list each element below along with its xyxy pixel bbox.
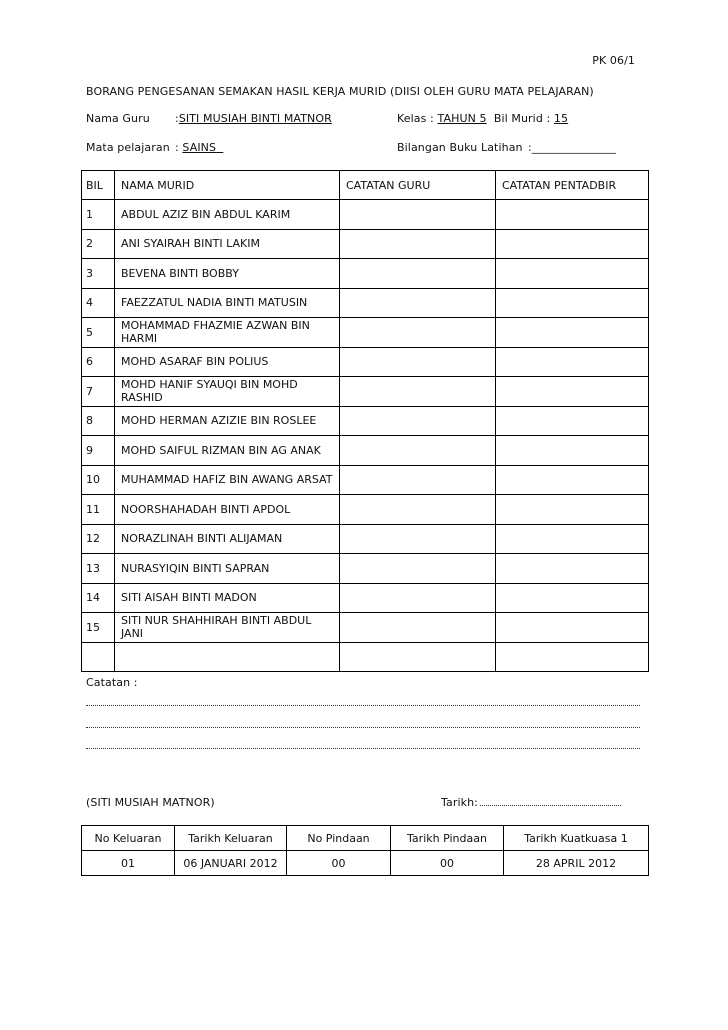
bil-murid-value: 15 (553, 112, 569, 125)
guru-value: SITI MUSIAH BINTI MATNOR (178, 112, 332, 125)
row-bil: 11 (82, 495, 115, 525)
guru-colon: : (175, 112, 179, 125)
form-title: BORANG PENGESANAN SEMAKAN HASIL KERJA MURID (DIISI OLEH GURU MATA PELAJARAN) (86, 85, 594, 98)
table-row (82, 583, 649, 613)
tarikh-label: Tarikh: (441, 796, 478, 809)
row-student-name: MUHAMMAD HAFIZ BIN AWANG ARSAT (115, 465, 340, 495)
row-bil: 10 (82, 465, 115, 495)
row-catatan-guru-cell[interactable] (340, 613, 496, 643)
form-code: PK 06/1 (592, 54, 635, 67)
row-catatan-pentadbir-cell[interactable] (496, 495, 649, 525)
doc-header-cell: Tarikh Kuatkuasa 1 (504, 826, 649, 851)
row-student-name: SITI NUR SHAHHIRAH BINTI ABDUL JANI (115, 613, 340, 643)
table-row (82, 406, 649, 436)
doc-header-row (82, 826, 649, 851)
row-catatan-pentadbir-cell[interactable] (496, 583, 649, 613)
doc-header-cell: Tarikh Pindaan (391, 826, 504, 851)
row-bil: 8 (82, 406, 115, 436)
row-catatan-guru-cell[interactable] (340, 259, 496, 289)
row-student-name: ABDUL AZIZ BIN ABDUL KARIM (115, 200, 340, 230)
row-bil: 5 (82, 318, 115, 348)
table-row (82, 377, 649, 407)
row-student-name: MOHD SAIFUL RIZMAN BIN AG ANAK (115, 436, 340, 466)
subject-field (175, 141, 223, 154)
row-catatan-pentadbir-cell[interactable] (496, 436, 649, 466)
header-catatan-guru: CATATAN GURU (340, 171, 496, 200)
catatan-line-3[interactable] (86, 748, 640, 749)
row-student-name: ANI SYAIRAH BINTI LAKIM (115, 229, 340, 259)
row-catatan-guru-cell[interactable] (340, 229, 496, 259)
row-bil: 2 (82, 229, 115, 259)
table-header-row (82, 171, 649, 200)
row-bil: 1 (82, 200, 115, 230)
row-catatan-pentadbir-cell[interactable] (496, 465, 649, 495)
row-catatan-guru-cell[interactable] (340, 288, 496, 318)
row-student-name: FAEZZATUL NADIA BINTI MATUSIN (115, 288, 340, 318)
row-catatan-pentadbir-cell[interactable] (496, 229, 649, 259)
doc-value-cell: 01 (82, 851, 175, 876)
table-row (82, 613, 649, 643)
kelas-value: TAHUN 5 (437, 112, 487, 125)
bil-murid-label: Bil Murid : (493, 112, 551, 125)
row-catatan-pentadbir-cell[interactable] (496, 524, 649, 554)
row-catatan-guru-cell[interactable] (340, 436, 496, 466)
guru-field (175, 112, 332, 125)
row-catatan-pentadbir-cell[interactable] (496, 200, 649, 230)
row-bil: 12 (82, 524, 115, 554)
kelas-label: Kelas : (397, 112, 434, 125)
buku-value: :_______________ (528, 141, 616, 154)
row-catatan-guru-cell[interactable] (340, 495, 496, 525)
row-catatan-guru-cell[interactable] (340, 554, 496, 584)
catatan-line-2[interactable] (86, 727, 640, 728)
doc-header-cell: No Keluaran (82, 826, 175, 851)
table-row (82, 318, 649, 348)
table-row (82, 436, 649, 466)
table-row (82, 288, 649, 318)
row-catatan-guru-cell[interactable] (340, 347, 496, 377)
doc-control-table (81, 825, 649, 876)
header-catatan-pentadbir: CATATAN PENTADBIR (496, 171, 649, 200)
guru-label: Nama Guru (86, 112, 150, 125)
row-student-name: MOHD HERMAN AZIZIE BIN ROSLEE (115, 406, 340, 436)
row-catatan-pentadbir-cell[interactable] (496, 406, 649, 436)
table-row (82, 200, 649, 230)
doc-value-cell: 28 APRIL 2012 (504, 851, 649, 876)
subject-colon: : (175, 141, 179, 154)
row-bil: 4 (82, 288, 115, 318)
doc-value-row (82, 851, 649, 876)
row-catatan-pentadbir-cell[interactable] (496, 554, 649, 584)
row-catatan-guru-cell[interactable] (340, 465, 496, 495)
subject-value: SAINS (182, 141, 217, 154)
row-catatan-pentadbir-cell[interactable] (496, 613, 649, 643)
buku-label: Bilangan Buku Latihan (397, 141, 523, 154)
row-student-name (115, 642, 340, 672)
row-catatan-guru-cell[interactable] (340, 583, 496, 613)
row-catatan-guru-cell[interactable] (340, 642, 496, 672)
table-row (82, 554, 649, 584)
row-catatan-pentadbir-cell[interactable] (496, 642, 649, 672)
table-row (82, 347, 649, 377)
catatan-label: Catatan : (86, 676, 138, 689)
student-table (81, 170, 649, 672)
tarikh-field (441, 796, 621, 809)
catatan-line-1[interactable] (86, 705, 640, 706)
header-bil: BIL (82, 171, 115, 200)
row-catatan-guru-cell[interactable] (340, 406, 496, 436)
doc-value-cell: 00 (391, 851, 504, 876)
row-bil (82, 642, 115, 672)
row-student-name: MOHD ASARAF BIN POLIUS (115, 347, 340, 377)
row-student-name: NURASYIQIN BINTI SAPRAN (115, 554, 340, 584)
row-student-name: NORAZLINAH BINTI ALIJAMAN (115, 524, 340, 554)
row-catatan-pentadbir-cell[interactable] (496, 288, 649, 318)
subject-label: Mata pelajaran (86, 141, 170, 154)
row-bil: 13 (82, 554, 115, 584)
doc-header-cell: No Pindaan (287, 826, 391, 851)
kelas-field (397, 112, 568, 125)
table-row (82, 259, 649, 289)
row-bil: 9 (82, 436, 115, 466)
row-catatan-pentadbir-cell[interactable] (496, 318, 649, 348)
row-student-name: MOHD HANIF SYAUQI BIN MOHD RASHID (115, 377, 340, 407)
table-row (82, 229, 649, 259)
row-catatan-guru-cell[interactable] (340, 200, 496, 230)
row-catatan-pentadbir-cell[interactable] (496, 377, 649, 407)
row-student-name: SITI AISAH BINTI MADON (115, 583, 340, 613)
row-student-name: NOORSHAHADAH BINTI APDOL (115, 495, 340, 525)
doc-value-cell: 00 (287, 851, 391, 876)
doc-header-cell: Tarikh Keluaran (175, 826, 287, 851)
tarikh-blank[interactable] (480, 805, 621, 806)
row-catatan-pentadbir-cell[interactable] (496, 259, 649, 289)
doc-value-cell: 06 JANUARI 2012 (175, 851, 287, 876)
table-row (82, 495, 649, 525)
signature-name: (SITI MUSIAH MATNOR) (86, 796, 215, 809)
header-nama-murid: NAMA MURID (115, 171, 340, 200)
table-row (82, 465, 649, 495)
row-bil: 14 (82, 583, 115, 613)
row-bil: 3 (82, 259, 115, 289)
row-bil: 6 (82, 347, 115, 377)
row-catatan-guru-cell[interactable] (340, 318, 496, 348)
table-row (82, 524, 649, 554)
row-bil: 7 (82, 377, 115, 407)
row-catatan-guru-cell[interactable] (340, 377, 496, 407)
row-bil: 15 (82, 613, 115, 643)
row-student-name: BEVENA BINTI BOBBY (115, 259, 340, 289)
row-catatan-guru-cell[interactable] (340, 524, 496, 554)
row-catatan-pentadbir-cell[interactable] (496, 347, 649, 377)
table-row (82, 642, 649, 672)
row-student-name: MOHAMMAD FHAZMIE AZWAN BIN HARMI (115, 318, 340, 348)
